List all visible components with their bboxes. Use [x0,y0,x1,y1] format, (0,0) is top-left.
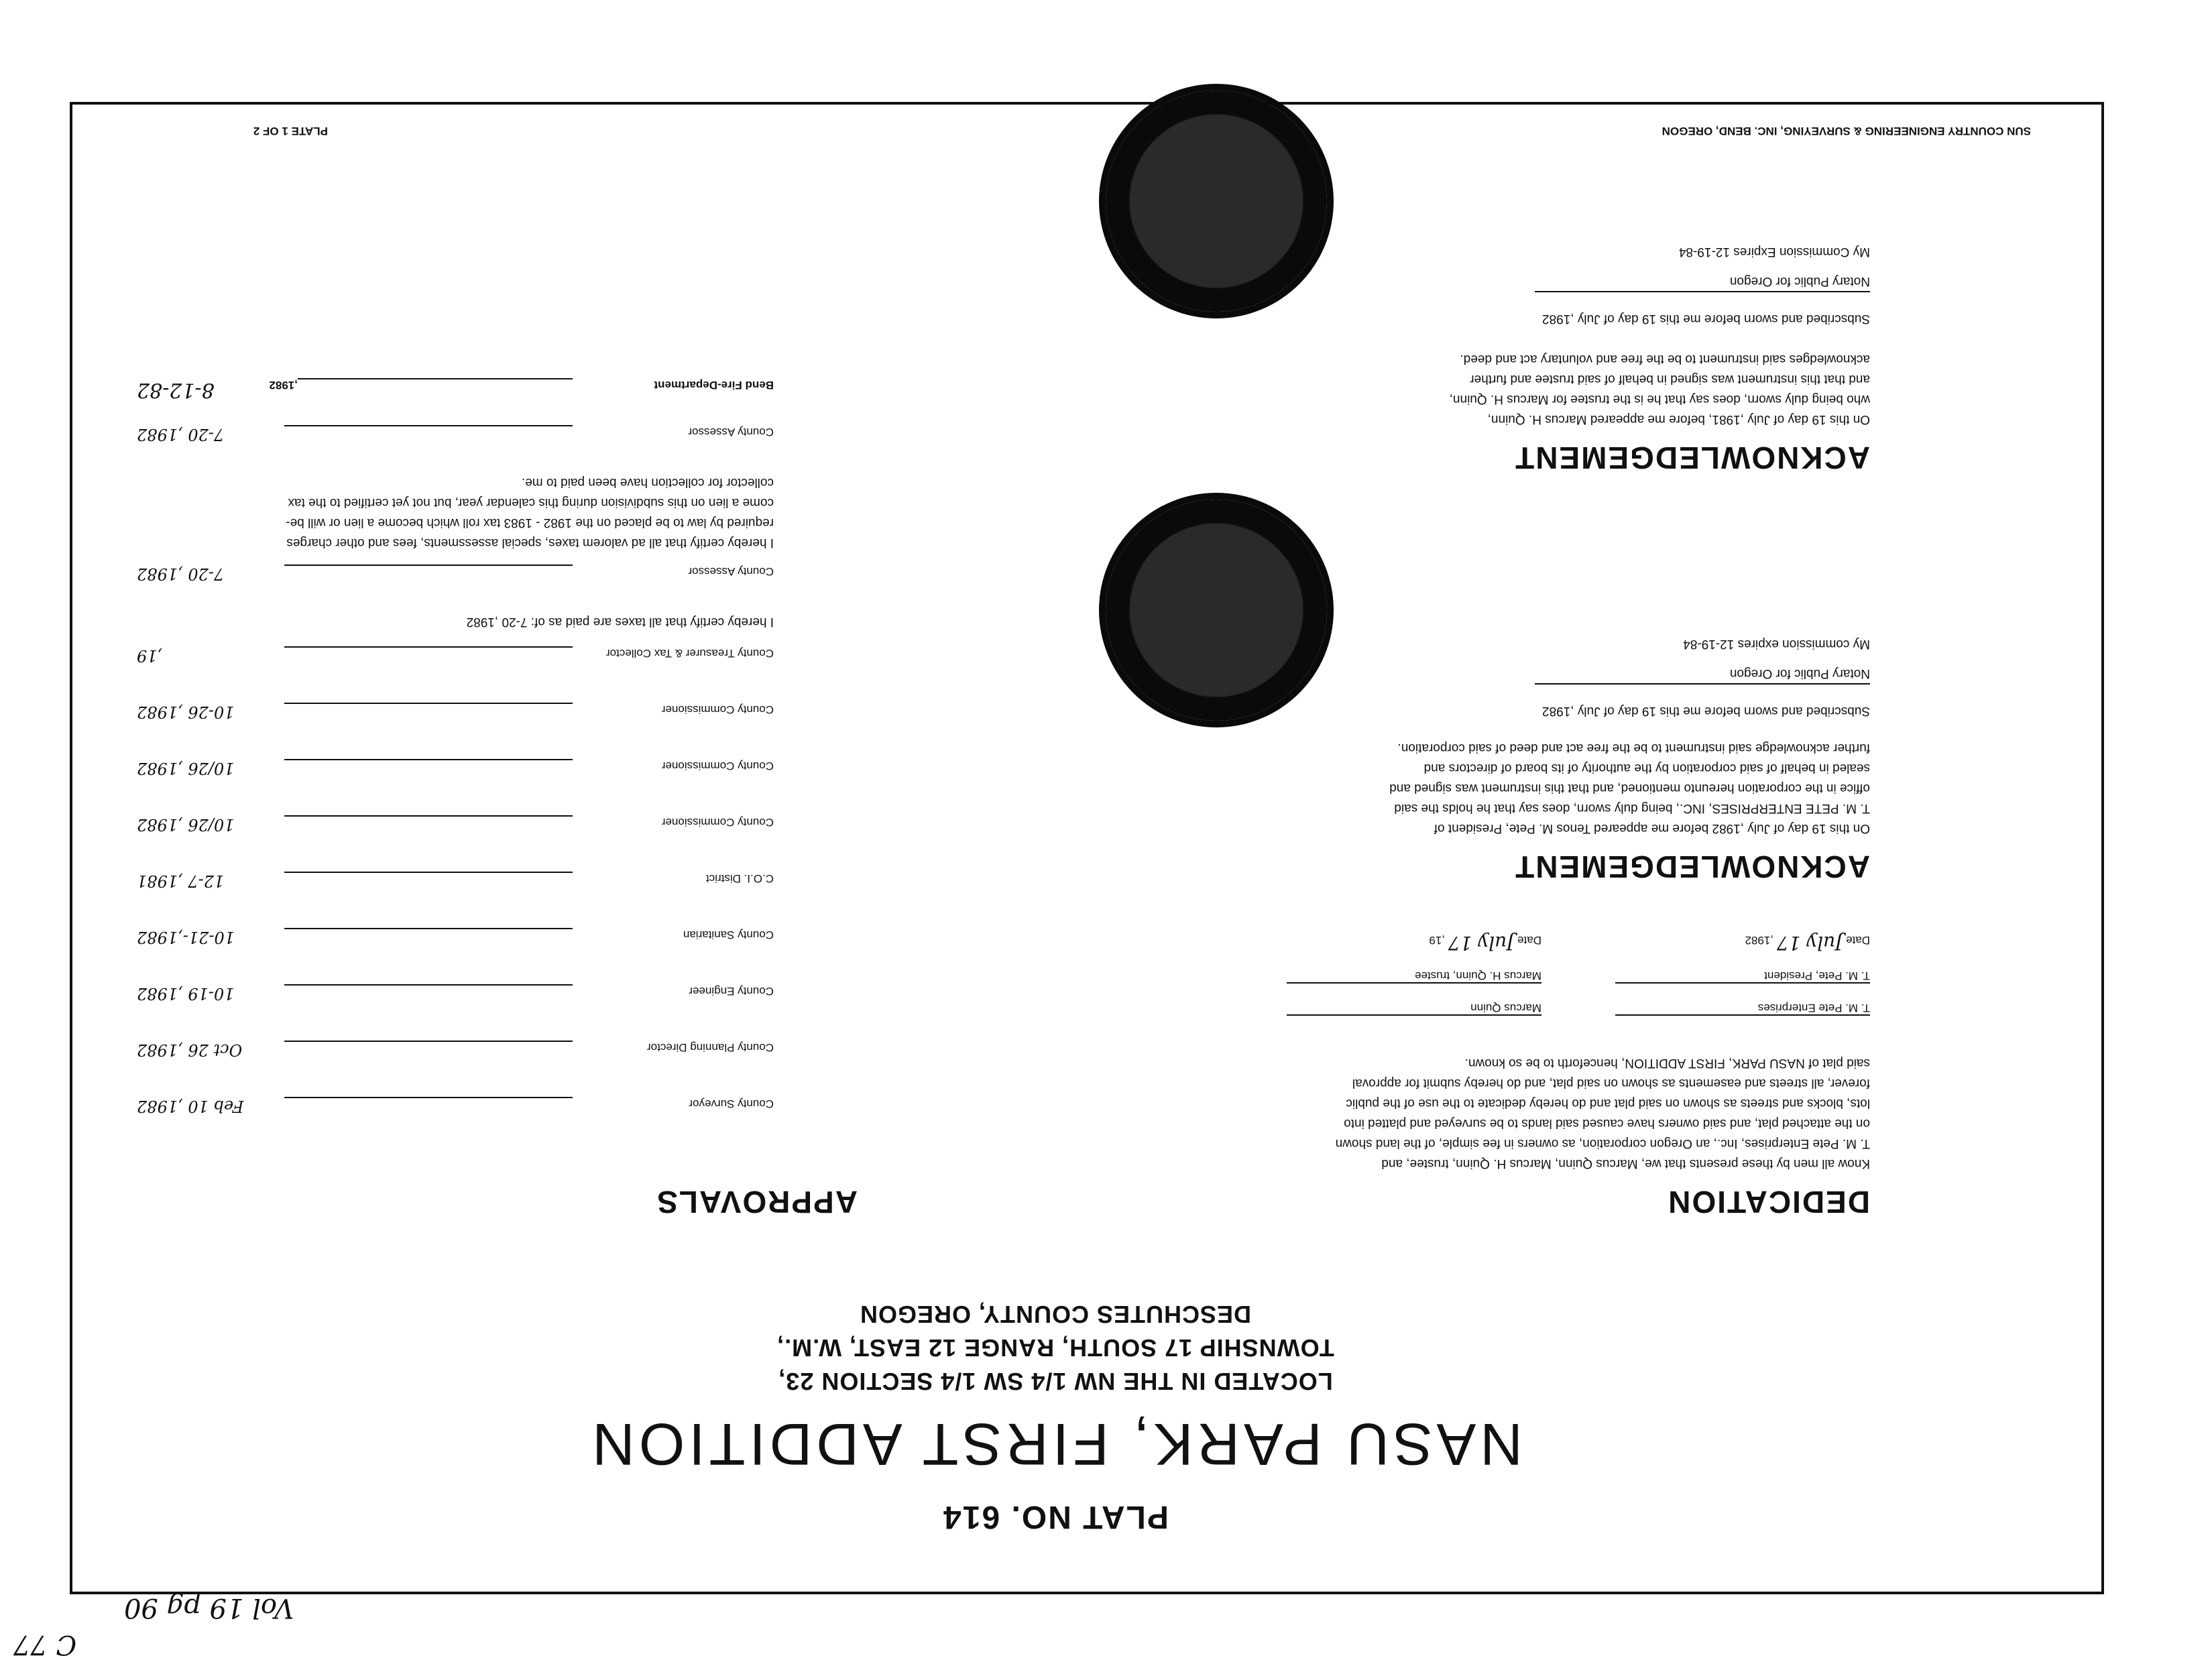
date-label: Date [1517,934,1541,947]
signer-org: T. M. Pete Enterprises [1757,1002,1870,1014]
plat-number: PLAT NO. 614 [942,1499,1169,1535]
location-line: TOWNSHIP 17 SOUTH, RANGE 12 EAST, W.M., [776,1334,1334,1362]
approval-row [137,984,774,1041]
approval-date: Feb 10 ,1982 [137,1097,244,1116]
approval-date: 10/26 ,1982 [137,815,235,834]
approval-label: County Treasurer & Tax Collector [605,647,774,660]
approval-year: ,1982 [269,379,298,392]
sworn-line: Subscribed and sworn before me this 19 day of July ,1982 [1541,312,1870,326]
surveyor-firm: SUN COUNTRY ENGINEERING & SURVEYING, INC. BEND, OREGON [1662,125,2031,137]
ack-line: office in the corporation hereunto mentioned, and that this instrument was signed and [1389,781,1870,795]
approval-label: County Sanitarian [683,929,774,941]
certify-text [137,472,774,552]
approval-label: County Surveyor [689,1098,774,1110]
certify-line: required by law to be placed on the 1982 - 1983 tax roll which become a lien or will be- [286,516,774,530]
approval-date: Oct 26 ,1982 [137,1041,243,1059]
approval-label: County Assessor [688,426,774,438]
page-reference: C 77 [13,1629,77,1660]
approval-date: 7-20 ,1982 [137,565,225,583]
ack2-text [1233,349,1870,429]
dedication-line: on the attached plat, and said owners have caused said lands to be surveyed and platted into [1344,1116,1870,1130]
approval-date: 8-12-82 [137,378,215,402]
notary-seal-2 [1106,91,1327,312]
ack-line: On this 19 day of July ,1981, before me appeared Marcus H. Quinn, [1487,412,1870,426]
dedication-line: forever, all streets and easements as shown on said plat, and do hereby submit for approval [1352,1076,1870,1090]
sheet-number: PLATE 1 OF 2 [253,125,328,137]
approval-date: 10-21-,1982 [137,928,235,947]
dedication-text [1233,1053,1870,1173]
date-value: July 17 [1776,932,1843,954]
assessor-row-2 [137,425,774,472]
ack-line: further acknowledge said instrument to be the free act and deed of said corporation. [1397,741,1870,755]
dedication-line: said plat of NASU PARK, FIRST ADDITION, henceforth to be so known. [1464,1056,1870,1070]
commission-line: My commission expires 12-19-84 [1683,637,1870,651]
signer-org: Marcus Quinn [1470,1002,1541,1014]
notary-seal-1 [1106,499,1327,721]
approval-row [137,872,774,928]
fire-row [137,378,774,425]
ack2-sworn [1233,241,1870,329]
dedication-heading: DEDICATION [1667,1185,1870,1220]
approval-row [137,1041,774,1097]
signer-name: Marcus H. Quinn, trustee [1415,969,1541,982]
signer-quinn [1287,932,1541,1043]
taxes-paid-line: I hereby certify that all taxes are paid as of: 7-20 ,1982 [466,615,774,629]
certify-line: come a lien on this subdivision during this calendar year, but not yet certified to the tax [288,495,774,510]
ack-line: On this 19 day of July ,1982 before me appeared Tenos M. Pete, President of [1434,821,1870,835]
approval-date: 10/26 ,1982 [137,759,235,778]
approval-row [137,928,774,984]
dedication-line: T. M. Pete Enterprises, Inc., an Oregon corporation, as owners in fee simple, of the land shown [1335,1136,1870,1150]
notary-label: Notary Public for Oregon [1729,274,1870,288]
ack-line: who being duly sworn, does say that he is the trustee for Marcus H. Quinn, [1449,392,1870,406]
approval-label: C.O.I. District [705,872,774,885]
date-year: ,19 [1429,934,1446,947]
ack1-heading: ACKNOWLEDGEMENT [1514,849,1870,884]
approval-label: County Commissioner [661,703,774,716]
approval-row [137,759,774,815]
dedication-line: lots, blocks and streets as shown on said plat and do hereby dedicate to the use of the public [1346,1096,1870,1110]
approval-label: County Planning Director [647,1041,774,1054]
approval-label: County Commissioner [661,760,774,772]
commission-line: My Commission Expires 12-19-84 [1678,245,1870,259]
approval-label: Bend Fire-Department [654,379,774,392]
approval-date: 12-7 ,1981 [137,872,225,890]
approval-label: County Assessor [688,565,774,578]
plat-location [586,1297,1525,1398]
certify-line: collector for collection have been paid to me. [522,475,774,489]
approval-row [137,646,774,703]
approvals-heading: APPROVALS [656,1185,858,1220]
ack-line: T. M. PETE ENTERPRISES, INC., being duly sworn, does say that he holds the said [1394,801,1870,815]
approval-date: ,19 [137,646,163,665]
notary-label: Notary Public for Oregon [1729,666,1870,680]
signer-name: T. M. Pete, President [1764,969,1870,982]
approval-date: 10-19 ,1982 [137,984,235,1003]
location-line: LOCATED IN THE NW 1/4 SW 1/4 SECTION 23, [778,1368,1333,1395]
approval-label: County Engineer [689,985,774,998]
signer-pete [1615,932,1870,1043]
approval-row [137,1097,774,1153]
volume-note: Vol 19 pg 90 [124,1592,294,1623]
date-label: Date [1846,934,1870,947]
ack-line: acknowledges said instrument to be the free and voluntary act and deed. [1460,352,1870,366]
approval-row [137,815,774,872]
ack1-sworn [1233,634,1870,721]
approval-label: County Commissioner [661,816,774,829]
ack2-heading: ACKNOWLEDGEMENT [1514,440,1870,475]
dedication-line: Know all men by these presents that we, Marcus Quinn, Marcus H. Quinn, trustee, and [1381,1157,1870,1171]
sworn-line: Subscribed and sworn before me this 19 day of July ,1982 [1541,704,1870,718]
plat-title: NASU PARK, FIRST ADDITION [588,1411,1523,1478]
ack-line: and that this instrument was signed in behalf of said trustee and further [1470,372,1870,386]
certify-line: I hereby certify that all ad valorem taxes, special assessments, fees and other charges [286,536,774,550]
approval-date: 10-26 ,1982 [137,703,235,721]
location-line: DESCHUTES COUNTY, OREGON [859,1301,1252,1328]
approvals-list [137,378,774,1153]
approval-row [137,703,774,759]
ack1-text [1233,737,1870,838]
approval-date: 7-20 ,1982 [137,425,225,444]
ack-line: sealed in behalf of said corporation by the authority of its board of directors and [1423,761,1870,775]
date-year: ,1982 [1745,934,1774,947]
date-value: July 17 [1448,932,1515,954]
assessor-row-1 [137,565,774,611]
